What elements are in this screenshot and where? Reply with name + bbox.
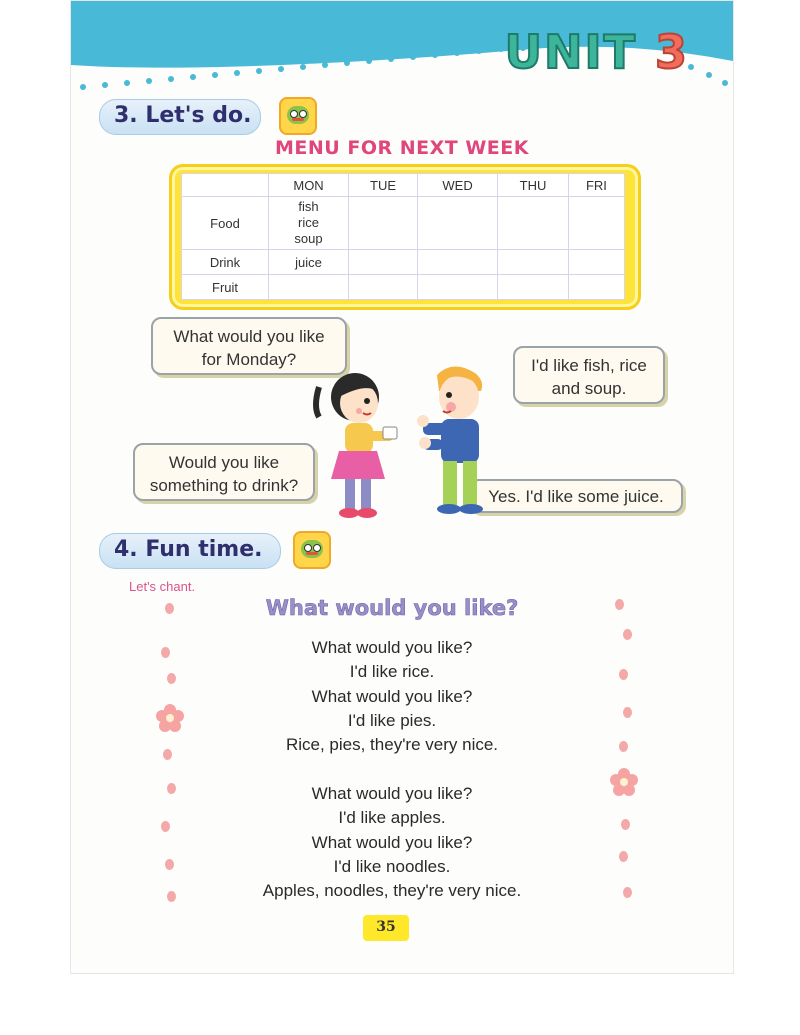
menu-cell [349, 197, 418, 250]
chant-line: What would you like? [311, 784, 473, 803]
chant-line: Rice, pies, they're very nice. [285, 735, 499, 755]
menu-cell [498, 197, 569, 250]
petal-decoration [165, 859, 174, 870]
bubble-line: Yes. I'd like some juice. [488, 487, 664, 506]
petal-decoration [623, 629, 632, 640]
petal-decoration [161, 821, 170, 832]
petal-decoration [161, 647, 170, 658]
day-header: THU [498, 174, 569, 197]
petal-decoration [615, 599, 624, 610]
petal-decoration [619, 851, 628, 862]
food-item: rice [298, 215, 319, 230]
menu-header-row [182, 174, 625, 197]
menu-title: MENU FOR NEXT WEEK [275, 137, 529, 159]
textbook-page [70, 0, 734, 974]
unit-number: 3 [654, 25, 689, 79]
section-4-title: 4. Fun time. [114, 537, 263, 562]
section-3-title: 3. Let's do. [114, 103, 252, 128]
menu-cell [349, 250, 418, 275]
chant-instruction: Let's chant. [129, 579, 196, 594]
menu-cell [498, 275, 569, 300]
chant-verse-2 [201, 782, 583, 903]
menu-table [181, 173, 625, 300]
petal-decoration [167, 783, 176, 794]
chant-line: What would you like? [311, 686, 473, 706]
petal-decoration [619, 669, 628, 680]
menu-cell [498, 250, 569, 275]
menu-cell [349, 275, 418, 300]
frog-icon [293, 531, 331, 569]
day-header: FRI [568, 174, 624, 197]
row-label: Fruit [182, 275, 269, 300]
flower-icon [155, 703, 185, 733]
menu-cell [418, 250, 498, 275]
girl-illustration [309, 367, 399, 525]
day-header: WED [418, 174, 498, 197]
menu-cell [418, 197, 498, 250]
petal-decoration [163, 749, 172, 760]
frog-icon [279, 97, 317, 135]
chant-line: I'd like rice. [349, 662, 435, 682]
menu-cell [269, 275, 349, 300]
day-header: TUE [349, 174, 418, 197]
petal-decoration [623, 887, 632, 898]
menu-cell-mon-drink: juice [269, 250, 349, 275]
menu-cell-mon-food [269, 197, 349, 250]
menu-corner-cell [182, 174, 269, 197]
chant-line: I'd like pies. [347, 710, 437, 730]
food-item: fish [298, 199, 319, 214]
chant-title: What would you like? [265, 596, 519, 620]
food-item: soup [294, 231, 323, 246]
bubble-line: Would you like [168, 453, 280, 472]
speech-bubble-boy-answer [513, 346, 665, 404]
flower-icon [609, 767, 639, 797]
chant-line: What would you like? [311, 638, 473, 657]
chant-line: I'd like apples. [338, 808, 446, 828]
page-number: 35 [376, 919, 396, 935]
petal-decoration [621, 819, 630, 830]
section-3-header [99, 99, 261, 135]
unit-title [505, 25, 689, 79]
chant-line: What would you like? [311, 832, 473, 852]
unit-word: UNIT [504, 25, 637, 79]
day-header: MON [269, 174, 349, 197]
chant-line: Apples, noodles, they're very nice. [262, 881, 522, 901]
row-label: Food [182, 197, 269, 250]
bubble-line: for Monday? [201, 350, 297, 369]
section-4-header [99, 533, 281, 569]
menu-cell [568, 250, 624, 275]
chant-verse-1 [201, 636, 583, 757]
bubble-line: What would you like [173, 327, 325, 346]
speech-bubble-girl-drink [133, 443, 315, 501]
page-number-tab [363, 915, 409, 941]
chant-line: I'd like noodles. [333, 856, 451, 876]
bubble-line: something to drink? [149, 476, 299, 495]
petal-decoration [167, 891, 176, 902]
petal-decoration [165, 603, 174, 614]
menu-cell [568, 197, 624, 250]
bubble-line: and soup. [551, 379, 627, 398]
boy-illustration [413, 361, 503, 526]
petal-decoration [167, 673, 176, 684]
row-label: Drink [182, 250, 269, 275]
menu-cell [568, 275, 624, 300]
menu-row-food [182, 197, 625, 250]
menu-row-fruit [182, 275, 625, 300]
petal-decoration [619, 741, 628, 752]
bubble-line: I'd like fish, rice [531, 356, 647, 375]
petal-decoration [623, 707, 632, 718]
menu-row-drink [182, 250, 625, 275]
menu-cell [418, 275, 498, 300]
